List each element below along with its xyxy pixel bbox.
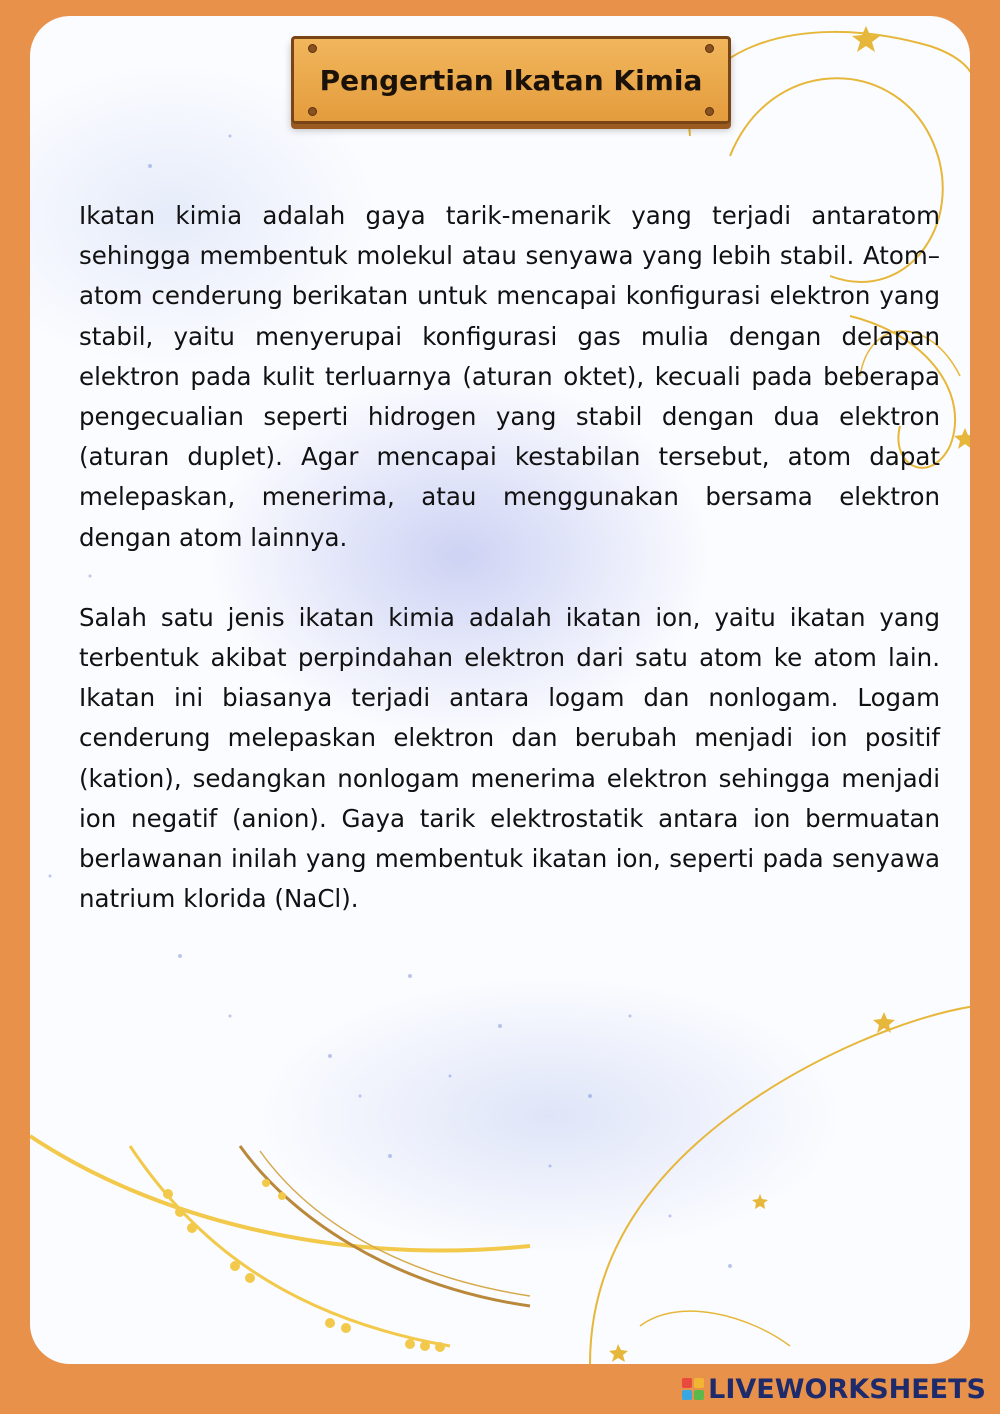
liveworksheets-logo-icon (682, 1378, 704, 1400)
nail-icon (705, 44, 714, 53)
paragraph-ikatan-ion: Salah satu jenis ikatan kimia adalah ikatan ion, yaitu ikatan yang terbentuk akibat perpindahan elektron dari satu atom ke atom lain. Ikatan ini biasanya terjadi antara logam dan nonlogam. Logam cenderung melepaskan elektron dan berubah menjadi ion positif (kation), sedangkan nonlogam menerima elektron sehingga menjadi ion negatif (anion). Gaya tarik elektrostatik antara ion bermuatan berlawanan inilah yang membentuk ikatan ion, seperti pada senyawa natrium klorida (NaCl). (79, 602, 940, 914)
nail-icon (308, 44, 317, 53)
title-banner (291, 36, 731, 124)
liveworksheets-branding (682, 1372, 986, 1406)
paragraph-ikatan-kimia: Ikatan kimia adalah gaya tarik-menarik yang terjadi antaratom sehingga membentuk molekul atau senyawa yang lebih stabil. Atom–atom cenderung berikatan untuk mencapai konfigurasi elektron yang stabil, yaitu menyerupai konfigurasi gas mulia dengan delapan elektron pada kulit terluarnya (aturan oktet), kecuali pada beberapa pengecualian seperti hidrogen yang stabil dengan dua elektron (aturan duplet). Agar mencapai kestabilan tersebut, atom dapat melepaskan, menerima, atau menggunakan bersama elektron dengan atom lainnya. (79, 201, 940, 552)
brand-logo-text: LIVEWORKSHEETS (708, 1373, 986, 1405)
nail-icon (705, 107, 714, 116)
page-title: Pengertian Ikatan Kimia (319, 63, 703, 97)
nail-icon (308, 107, 317, 116)
body-text (79, 196, 940, 959)
